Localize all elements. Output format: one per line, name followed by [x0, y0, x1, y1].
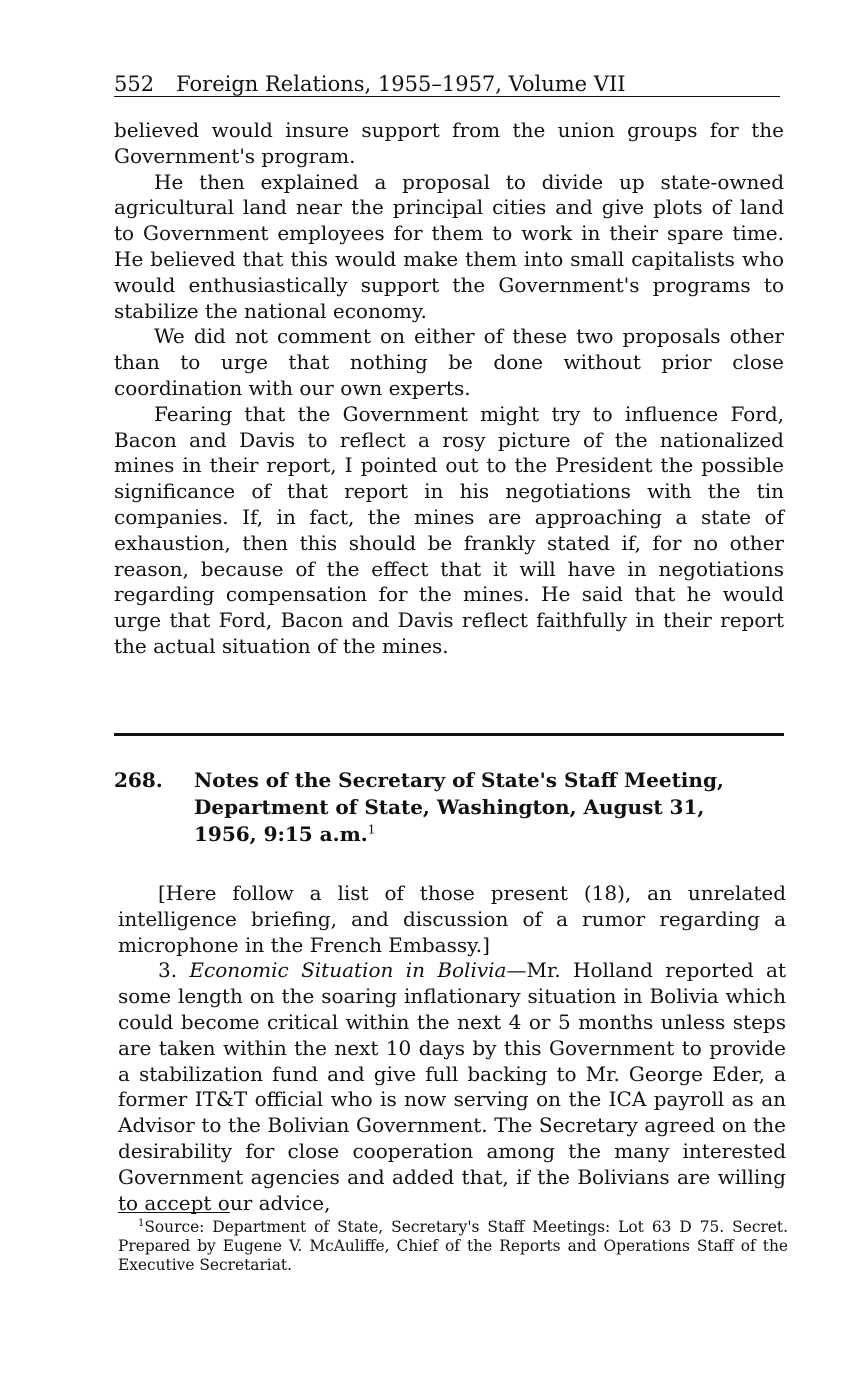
running-header	[114, 72, 780, 97]
paragraph: believed would insure support from the union groups for the Government's program.	[114, 118, 784, 168]
document-title-text: Notes of the Secretary of State's Staff Meeting, Department of State, Washington, August 31, 1956, 9:15 a.m.	[194, 768, 724, 846]
paragraph: He then explained a proposal to divide up state-owned agricultural land near the principal cities and give plots of land to Government employees for them to work in their spare time. He believed that this would make them into small capitalists who would enthusiastically support the Government's programs to stabilize the national economy.	[114, 169, 784, 323]
item-text: —Mr. Holland reported at some length on the soaring inflationary situation in Bolivia which could become critical within the next 4 or 5 months unless steps are taken within the next 10 days by this Government to provide a stabilization fund and give full backing to Mr. George Eder, a former IT&T official who is now serving on the ICA payroll as an Advisor to the Bolivian Government. The Secretary agreed on the desirability for close cooperation among the many interested Government agencies and added that, if the Bolivians are willing to accept our advice,	[118, 958, 787, 1215]
paragraph	[118, 958, 786, 1216]
footnote-marker: 1	[138, 1217, 145, 1229]
document-number: 268.	[114, 768, 163, 792]
section-divider	[114, 733, 784, 736]
paragraph: Fearing that the Government might try to influence Ford, Bacon and Davis to reflect a rosy picture of the nationalized mines in their report, I pointed out to the President the possible significance of that report in his negotiations with the tin companies. If, in fact, the mines are approaching a state of exhaustion, then this should be frankly stated if, for no other reason, because of the effect that it will have in negotiations regarding compensation for the mines. He said that he would urge that Ford, Bacon and Davis reflect faithfully in their report the actual situation of the mines.	[114, 401, 784, 658]
paragraph: [Here follow a list of those present (18), an unrelated intelligence briefing, and discussion of a rumor regarding a microphone in the French Embassy.]	[118, 881, 786, 957]
item-topic: Economic Situation in Bolivia	[189, 958, 507, 983]
document-title	[194, 767, 754, 848]
paragraph: We did not comment on either of these two proposals other than to urge that nothing be done without prior close coordination with our own experts.	[114, 324, 784, 400]
footnote-divider	[118, 1212, 230, 1213]
footnote-ref: 1	[367, 822, 376, 837]
footnote-text: Source: Department of State, Secretary's Staff Meetings: Lot 63 D 75. Secret. Prepared by Eugene V. McAuliffe, Chief of the Reports and Operations Staff of the Executive Secretariat.	[118, 1218, 788, 1274]
body-text	[114, 118, 784, 660]
page-number: 552	[114, 72, 155, 96]
footnote	[118, 1218, 788, 1275]
item-number: 3.	[158, 958, 190, 983]
running-title: Foreign Relations, 1955–1957, Volume VII	[176, 72, 626, 96]
document-body	[118, 881, 786, 1216]
